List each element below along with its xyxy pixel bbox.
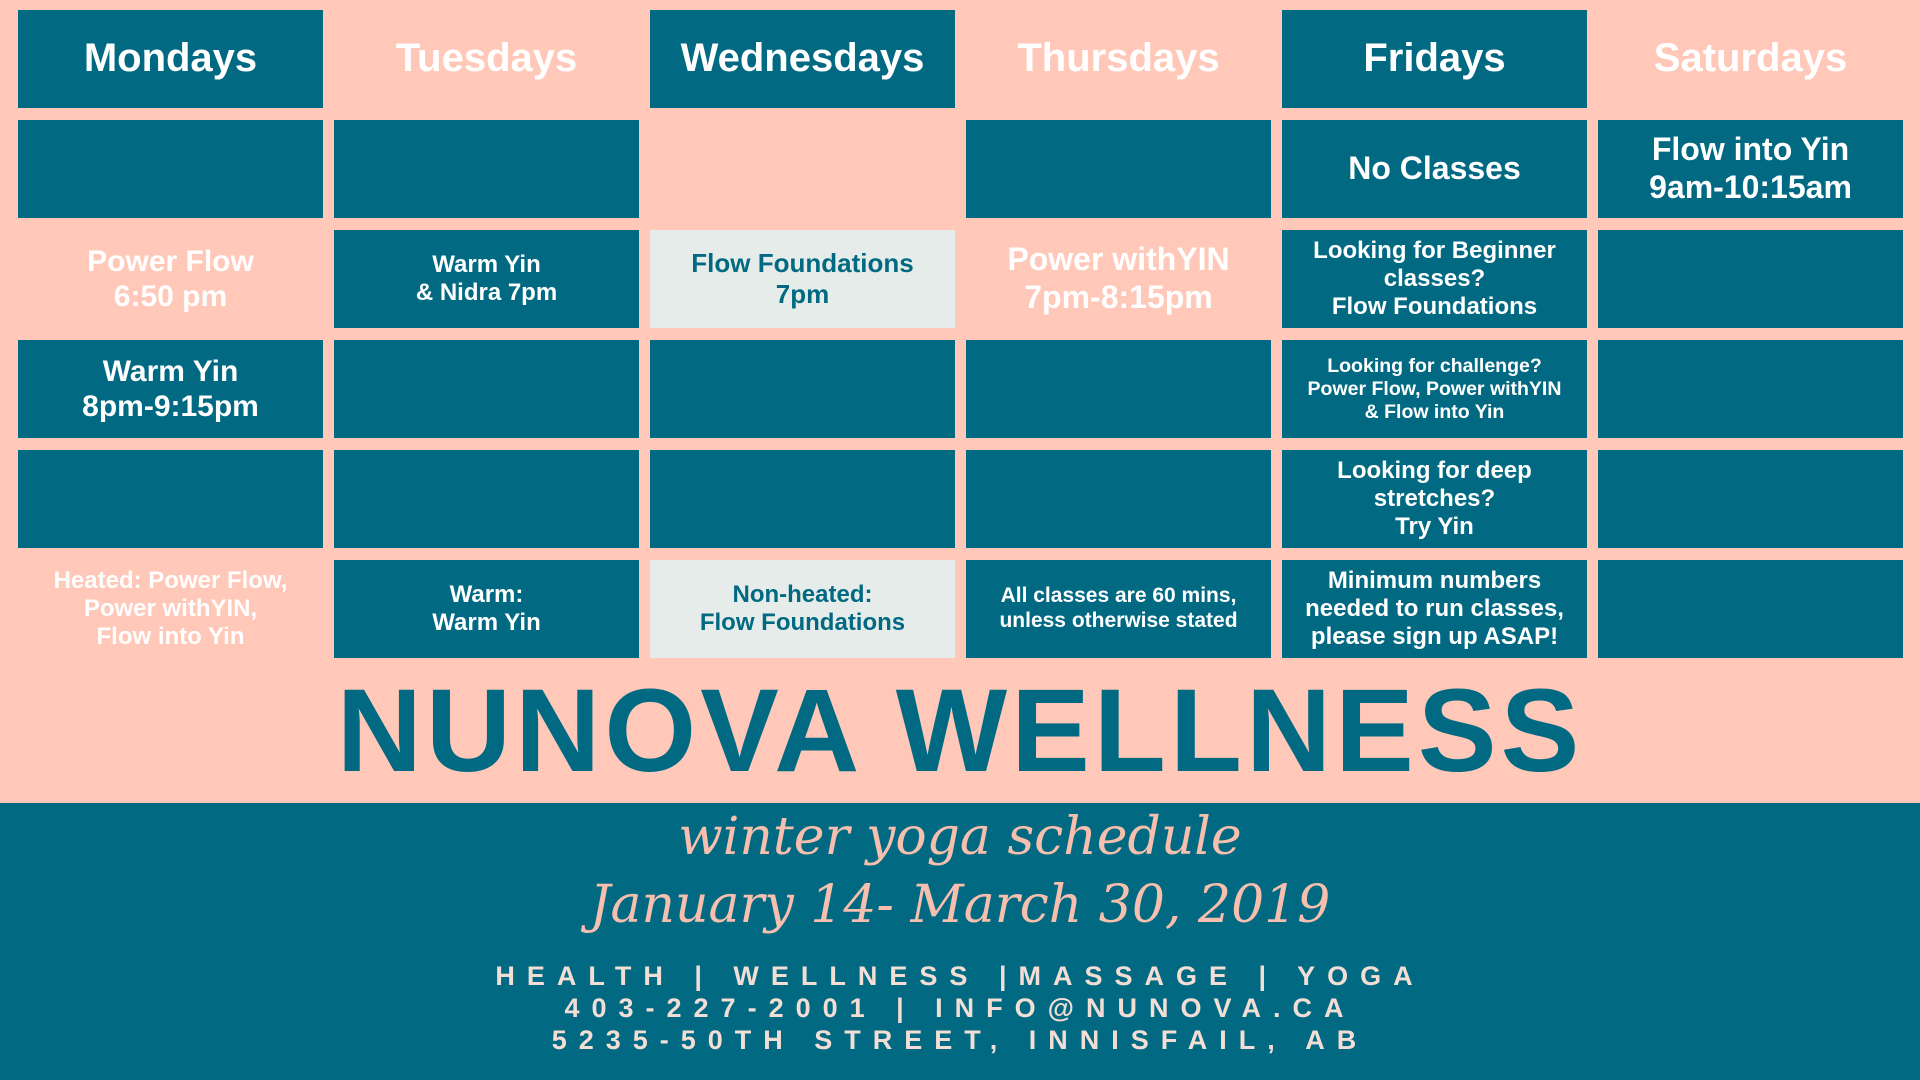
slot-saturdays-4 <box>1598 450 1903 548</box>
slot-wednesdays-3 <box>650 340 955 438</box>
day-header-thursdays: Thursdays <box>1017 36 1220 81</box>
schedule-subtitle: winter yoga schedule <box>678 807 1242 867</box>
slot-saturdays-5 <box>1598 560 1903 658</box>
slot-fridays-5: Minimum numbers needed to run classes, please sign up ASAP! <box>1282 560 1587 658</box>
slot-thursdays-2: Power withYIN 7pm-8:15pm <box>1007 241 1230 315</box>
services-line: HEALTH | WELLNESS |MASSAGE | YOGA <box>495 961 1425 991</box>
slot-fridays-4: Looking for deep stretches? Try Yin <box>1282 450 1587 548</box>
phone-email-line: 403-227-2001 | INFO@NUNOVA.CA <box>564 993 1356 1023</box>
footer-banner <box>0 803 1920 1080</box>
slot-saturdays-2 <box>1598 230 1903 328</box>
schedule-dates: January 14- March 30, 2019 <box>589 875 1331 935</box>
slot-thursdays-5: All classes are 60 mins, unless otherwise stated <box>966 560 1271 658</box>
slot-tuesdays-2: Warm Yin & Nidra 7pm <box>334 230 639 328</box>
slot-fridays-2: Looking for Beginner classes? Flow Foundations <box>1282 230 1587 328</box>
slot-mondays-1 <box>18 120 323 218</box>
slot-fridays-3: Looking for challenge? Power Flow, Power withYIN & Flow into Yin <box>1282 340 1587 438</box>
slot-tuesdays-5: Warm: Warm Yin <box>334 560 639 658</box>
brand-title: NUNOVA WELLNESS <box>336 665 1584 797</box>
slot-mondays-5: Heated: Power Flow, Power withYIN, Flow into Yin <box>53 566 288 651</box>
slot-mondays-2: Power Flow 6:50 pm <box>87 244 254 313</box>
slot-wednesdays-4 <box>650 450 955 548</box>
slot-fridays-1: No Classes <box>1282 120 1587 218</box>
slot-tuesdays-3 <box>334 340 639 438</box>
slot-tuesdays-4 <box>334 450 639 548</box>
slot-wednesdays-2: Flow Foundations 7pm <box>650 230 955 328</box>
day-header-wednesdays: Wednesdays <box>650 10 955 108</box>
day-header-tuesdays: Tuesdays <box>395 36 578 81</box>
schedule-grid <box>18 10 1908 660</box>
slot-thursdays-4 <box>966 450 1271 548</box>
day-header-fridays: Fridays <box>1282 10 1587 108</box>
day-header-saturdays: Saturdays <box>1653 36 1848 81</box>
slot-wednesdays-5: Non-heated: Flow Foundations <box>650 560 955 658</box>
slot-thursdays-3 <box>966 340 1271 438</box>
day-header-mondays: Mondays <box>18 10 323 108</box>
slot-tuesdays-1 <box>334 120 639 218</box>
slot-saturdays-1: Flow into Yin 9am-10:15am <box>1598 120 1903 218</box>
slot-mondays-3: Warm Yin 8pm-9:15pm <box>18 340 323 438</box>
slot-saturdays-3 <box>1598 340 1903 438</box>
slot-thursdays-1 <box>966 120 1271 218</box>
slot-mondays-4 <box>18 450 323 548</box>
slot-wednesdays-1 <box>650 120 955 218</box>
address-line: 5235-50TH STREET, INNISFAIL, AB <box>551 1025 1369 1055</box>
